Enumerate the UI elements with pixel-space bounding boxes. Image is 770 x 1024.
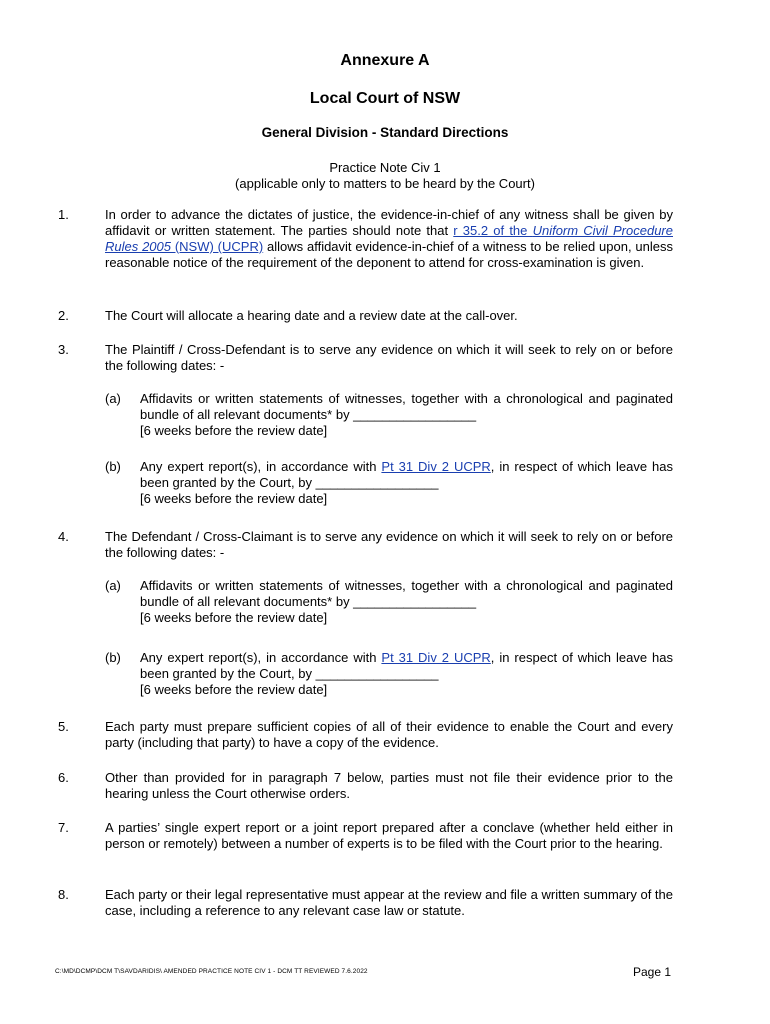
item-number: 2. <box>58 308 69 323</box>
page-number: Page 1 <box>633 965 672 979</box>
sub-label-b: (b) <box>105 650 121 665</box>
item-number: 4. <box>58 529 69 544</box>
item-text: The Defendant / Cross-Claimant is to serve any evidence on which it will seek to rely on or before the following dates: - <box>105 529 673 560</box>
item-1-text-a: In order to advance the dictates of justice, the evidence-in-chief of any witness shall be given by affidavit or written statement. The parties should note that <box>105 207 673 238</box>
sub-text-b <box>140 650 673 698</box>
item-1-text-b: allows affidavit evidence-in-chief of a witness to be relied upon, unless reasonable notice of the requirement of the deponent to attend for cross-examination is given. <box>105 239 673 270</box>
sub-label-a: (a) <box>105 578 121 593</box>
sub-label-a: (a) <box>105 391 121 406</box>
item-text: Other than provided for in paragraph 7 below, parties must not file their evidence prior to the hearing unless the Court otherwise orders. <box>105 770 673 801</box>
sub-a-note: [6 weeks before the review date] <box>140 610 328 625</box>
item-text: Each party must prepare sufficient copies of all of their evidence to enable the Court and every party (including that party) to have a copy of the evidence. <box>105 719 673 750</box>
sub-b-post: , in respect of which leave has been granted by the Court, by _________________ <box>140 650 673 681</box>
pt31-link[interactable]: Pt 31 Div 2 UCPR <box>381 459 491 474</box>
annexure-title: Annexure A <box>340 52 430 69</box>
item-number: 3. <box>58 342 69 357</box>
sub-a-note: [6 weeks before the review date] <box>140 423 328 438</box>
pt31-link[interactable]: Pt 31 Div 2 UCPR <box>381 650 491 665</box>
item-number: 7. <box>58 820 69 835</box>
item-text: The Plaintiff / Cross-Defendant is to serve any evidence on which it will seek to rely on or before the following dates: - <box>105 342 673 373</box>
item-number: 5. <box>58 719 69 734</box>
sub-a-body: Affidavits or written statements of witnesses, together with a chronological and paginated bundle of all relevant documents* by _________________ <box>140 578 673 609</box>
footer-file-path: C:\MD\DCMP\DCM T\SAVDARIDIS\ AMENDED PRACTICE NOTE CIV 1 - DCM TT REVIEWED 7.6.2022 <box>55 968 368 975</box>
item-number: 6. <box>58 770 69 785</box>
division-title: General Division - Standard Directions <box>261 125 509 140</box>
sub-text-a <box>140 391 673 439</box>
item-text: A parties’ single expert report or a joint report prepared after a conclave (whether held either in person or remotely) between a number of experts is to be filed with the Court prior to the hearing. <box>105 820 673 851</box>
sub-b-body <box>140 650 673 682</box>
item-text: The Court will allocate a hearing date and a review date at the call-over. <box>105 308 518 323</box>
applicability-note: (applicable only to matters to be heard by the Court) <box>235 176 535 191</box>
item-number: 1. <box>58 207 69 222</box>
ucpr-link-part-a: r 35.2 of the <box>453 223 533 238</box>
court-title: Local Court of NSW <box>309 90 461 107</box>
item-number: 8. <box>58 887 69 902</box>
ucpr-link-part-c: (NSW) (UCPR) <box>171 239 264 254</box>
sub-b-pre: Any expert report(s), in accordance with <box>140 459 382 474</box>
sub-text-b <box>140 459 673 507</box>
sub-b-note: [6 weeks before the review date] <box>140 491 328 506</box>
sub-b-pre: Any expert report(s), in accordance with <box>140 650 382 665</box>
sub-a-body: Affidavits or written statements of witnesses, together with a chronological and paginated bundle of all relevant documents* by _________________ <box>140 391 673 422</box>
item-text <box>105 207 673 271</box>
sub-b-body <box>140 459 673 491</box>
sub-b-note: [6 weeks before the review date] <box>140 682 328 697</box>
sub-b-post: , in respect of which leave has been granted by the Court, by _________________ <box>140 459 673 490</box>
ucpr-link-title: Uniform Civil Procedure Rules 2005 <box>105 223 673 254</box>
item-text: Each party or their legal representative must appear at the review and file a written summary of the case, including a reference to any relevant case law or statute. <box>105 887 673 918</box>
sub-text-a <box>140 578 673 626</box>
sub-label-b: (b) <box>105 459 121 474</box>
practice-note: Practice Note Civ 1 <box>329 160 441 175</box>
